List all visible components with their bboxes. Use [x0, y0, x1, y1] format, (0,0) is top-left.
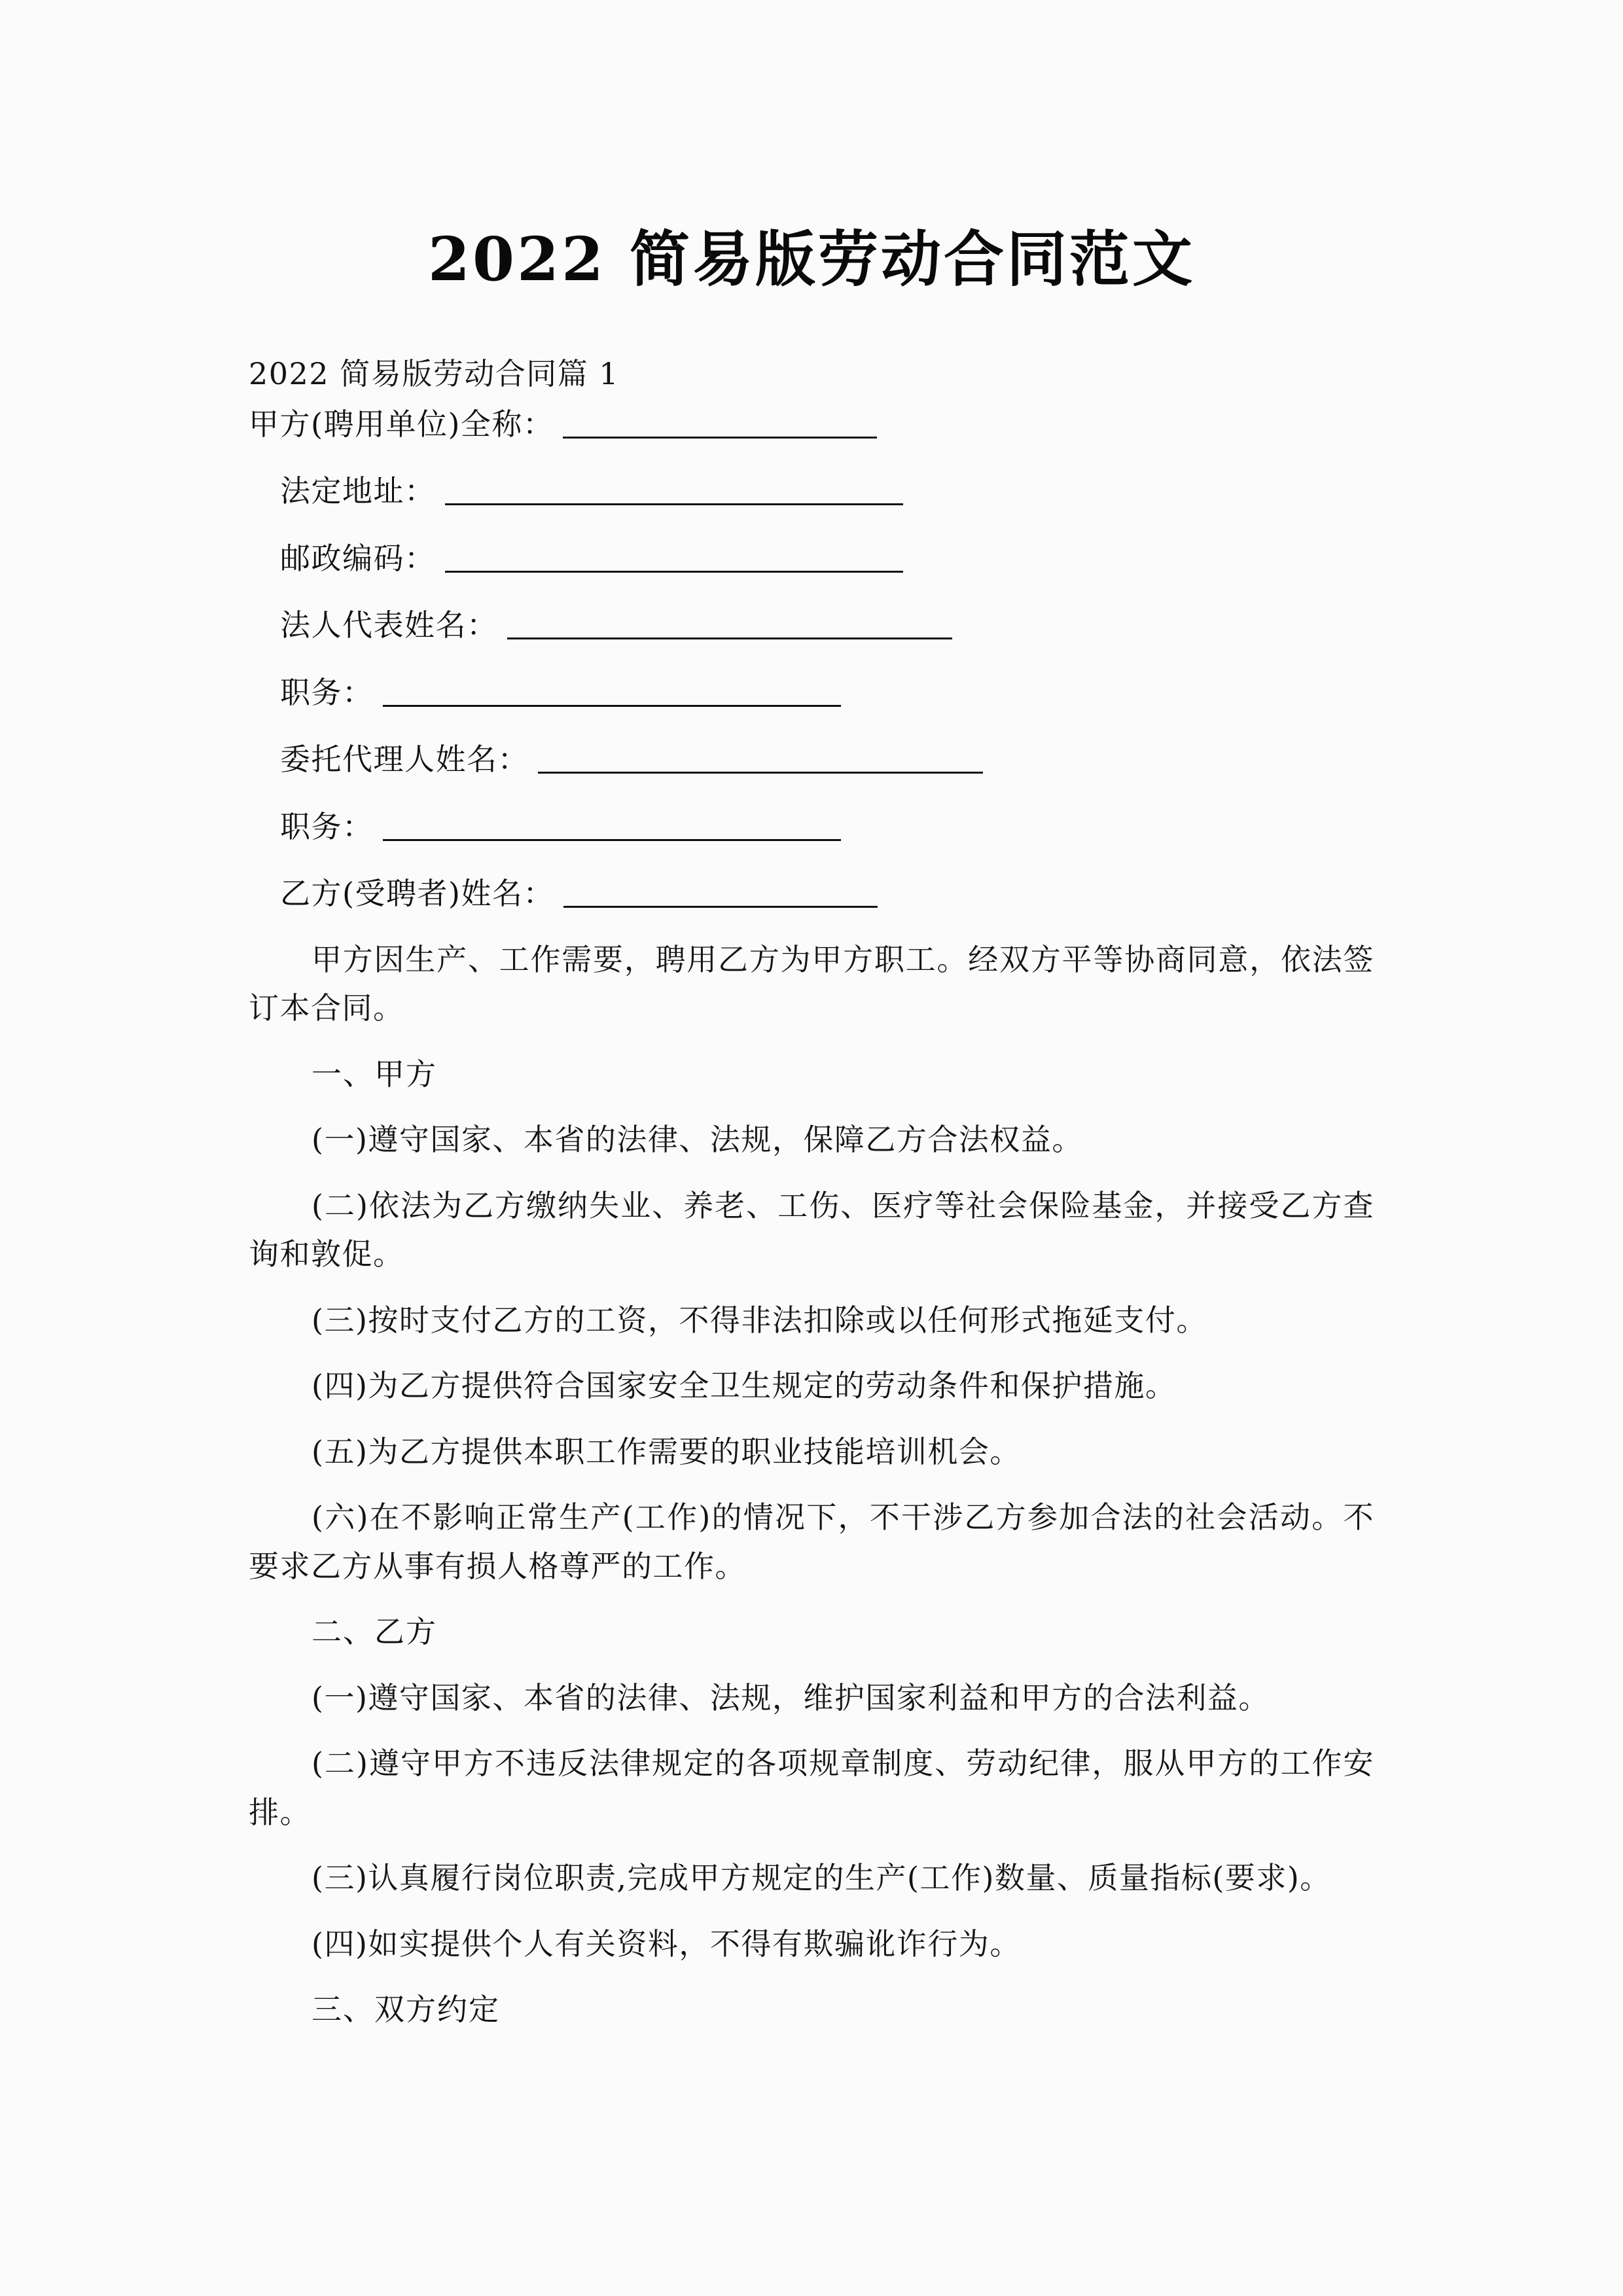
field-label: 职务： [280, 808, 374, 844]
agent-position-input[interactable] [383, 805, 841, 841]
legal-rep-position-input[interactable] [383, 671, 841, 707]
legal-rep-name-input[interactable] [507, 603, 952, 639]
field-label: 法定地址： [280, 473, 436, 509]
field-row-legal-rep-position [249, 667, 1374, 717]
section-heading-mutual-agreement: 三、双方约定 [312, 1992, 500, 2028]
clause-a-3: (三)按时支付乙方的工资，不得非法扣除或以任何形式拖延支付。 [312, 1302, 1207, 1338]
clause-b-1: (一)遵守国家、本省的法律、法规，维护国家利益和甲方的合法利益。 [312, 1679, 1270, 1715]
clause-a-5: (五)为乙方提供本职工作需要的职业技能培训机会。 [312, 1433, 1021, 1469]
field-row-legal-rep-name [249, 600, 1374, 650]
field-row-employee-name [249, 868, 1374, 918]
field-row-legal-address [249, 465, 1374, 516]
clause-b-4: (四)如实提供个人有关资料，不得有欺骗讹诈行为。 [312, 1926, 1021, 1962]
field-row-company-name [249, 399, 1374, 449]
field-label: 职务： [280, 674, 374, 710]
field-label: 乙方(受聘者)姓名： [280, 876, 554, 912]
employee-name-input[interactable] [563, 872, 878, 908]
field-label: 甲方(聘用单位)全称： [249, 406, 554, 442]
section-heading-party-a: 一、甲方 [312, 1056, 437, 1092]
agent-name-input[interactable] [538, 738, 983, 774]
preamble-paragraph: 甲方因生产、工作需要，聘用乙方为甲方职工。经双方平等协商同意，依法签订本合同。 [249, 941, 1374, 1026]
party-fields [249, 399, 1374, 918]
document-subtitle: 2022 简易版劳动合同篇 1 [249, 356, 620, 391]
clause-b-2: (二)遵守甲方不违反法律规定的各项规章制度、劳动纪律，服从甲方的工作安排。 [249, 1746, 1374, 1830]
document-body [249, 340, 1374, 2051]
clause-a-4: (四)为乙方提供符合国家安全卫生规定的劳动条件和保护措施。 [312, 1368, 1177, 1404]
company-name-input[interactable] [563, 403, 877, 439]
section-heading-party-b: 二、乙方 [312, 1614, 437, 1650]
field-label: 委托代理人姓名： [280, 742, 529, 778]
page-title: 2022 简易版劳动合同范文 [427, 223, 1196, 295]
field-row-postal-code [249, 533, 1374, 583]
clause-a-1: (一)遵守国家、本省的法律、法规，保障乙方合法权益。 [312, 1122, 1083, 1158]
clause-a-6: (六)在不影响正常生产(工作)的情况下，不干涉乙方参加合法的社会活动。不要求乙方从事有损人格尊严的工作。 [249, 1499, 1374, 1584]
field-row-agent-name [249, 734, 1374, 784]
field-label: 法人代表姓名： [280, 607, 498, 643]
clause-a-2: (二)依法为乙方缴纳失业、养老、工伤、医疗等社会保险基金，并接受乙方查询和敦促。 [249, 1187, 1374, 1272]
postal-code-input[interactable] [445, 537, 903, 573]
clause-b-3: (三)认真履行岗位职责,完成甲方规定的生产(工作)数量、质量指标(要求)。 [312, 1860, 1331, 1896]
field-row-agent-position [249, 801, 1374, 852]
legal-address-input[interactable] [445, 469, 903, 505]
field-label: 邮政编码： [280, 540, 436, 576]
